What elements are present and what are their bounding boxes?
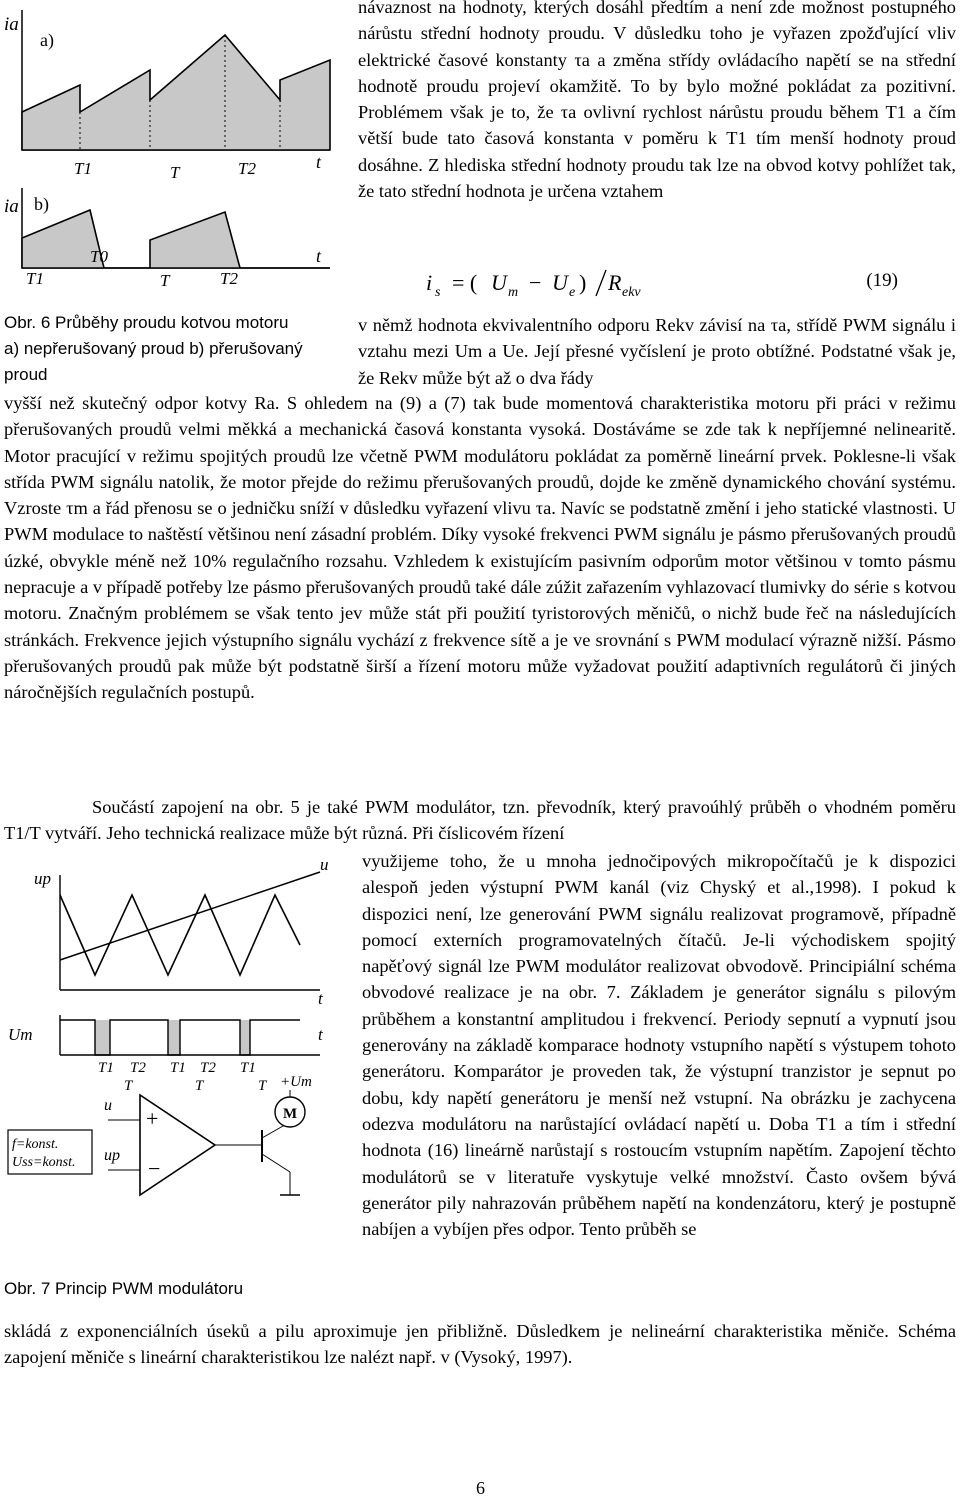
paragraph-right-fig7 (362, 848, 956, 1242)
top-paragraph-text: návaznost na hodnoty, kterých dosáhl předtím a není zde možnost postupného nárůstu střední hodnoty proudu. V důsledku toho je vyřazen zpožďující vliv elektrické časové konstanty τa a změna střídy ovládacího napětí se na střední hodnotě proudu projeví okamžitě. To by bylo možné pokládat za pozitivní. Problémem však je to, že τa ovlivní rychlost nárůstu proudu během T1 a čím větší bude tato časová konstanta v poměru k T1 tím menší hodnoty proud dosáhne. Z hlediska střední hodnoty proudu tak lze na obvod kotvy pohlížet tak, že tato střední hodnota je určena vztahem (358, 0, 956, 202)
eq-U1: U (491, 270, 507, 295)
fig7-f-const: f=konst. (12, 1137, 59, 1152)
fig6b-ylabel: ia (4, 196, 19, 217)
fig7-motor-label: M (283, 1106, 298, 1122)
fig7-t2-label: t (318, 1025, 323, 1044)
top-paragraph (358, 0, 956, 204)
fig7-T-b: T (195, 1078, 204, 1094)
fig7-comp-minus: − (148, 1156, 161, 1181)
fig6b-T2: T2 (220, 269, 238, 288)
fig7-T2-a: T2 (130, 1060, 146, 1076)
fig6a-label: a) (40, 30, 54, 50)
para-after-equation (358, 312, 956, 391)
fig6b-T0: T0 (90, 247, 108, 266)
eq-slash (596, 270, 606, 296)
fig7-Um-label: Um (8, 1025, 33, 1044)
fig6a-t-label: t (316, 152, 322, 172)
equation-19 (426, 266, 956, 300)
figure-7-caption-text: Obr. 7 Princip PWM modulátoru (4, 1279, 244, 1298)
fig6a-current-area (22, 35, 330, 150)
figure-6-caption-text: Obr. 6 Průběhy proudu kotvou motoru a) nepřerušovaný proud b) přerušovaný proud (4, 313, 303, 384)
eq-i: i (426, 270, 433, 295)
fig6b-label: b) (34, 194, 49, 214)
fig7-transistor-emitter (262, 1154, 290, 1172)
fig7-supply-label: +Um (280, 1074, 312, 1090)
eq-R: R (608, 270, 622, 295)
paragraph-last (4, 1318, 956, 1371)
fig7-T2-b: T2 (200, 1060, 216, 1076)
para-after-equation-text: v němž hodnota ekvivalentního odporu Rekv závisí na τa, střídě PWM signálu i vztahu mezi Um a Ue. Její přesné vyčíslení je proto obtížné. Podstatné však je, že Rekv může být až o dva řády (358, 315, 956, 388)
fig6b-current-area (22, 210, 330, 268)
fig7-t-label: t (318, 989, 323, 1008)
fig7-up-label: up (34, 869, 51, 888)
page-number: 6 (476, 1478, 485, 1498)
eq-minus: − (529, 270, 542, 295)
fig7-input-up: up (104, 1147, 120, 1164)
fig7-T1-c: T1 (240, 1060, 256, 1076)
paragraph-1-text: vyšší než skutečný odpor kotvy Ra. S ohledem na (9) a (7) tak bude momentová charakteristika motoru při práci v režimu přerušovaných proudů velmi měkká a mechanická časová konstanta vysoká. Dostáváme se zde tak k nepříjemné nelinearitě. Motor pracující v režimu spojitých proudů lze včetně PWM modulátoru pokládat za poměrně lineární prvek. Poklesne-li však střída PWM signálu natolik, že motor přejde do režimu přerušovaných proudů, dojde ke změně dynamického chování systému. Vzroste τm a řád přenosu se o jedničku sníží v důsledku vyřazení vlivu τa. Navíc se podstatně změní i jeho statické vlastnosti. U PWM modulace to naštěstí většinou není zásadní problém. Díky vysoké frekvenci PWM signálu je pásmo přerušovaných proudů úzké, obvykle méně než 10% regulačního rozsahu. Vzhledem k existujícím pasivním odporům motor většinou v tomto pásmu nepracuje a v případě potřeby lze pásmo přerušovaných proudů také dále zúžit zařazením vyhlazovací tlumivky do série s kotvou motoru. Značným problémem se však tento jev může stát při použití tyristorových měničů, o nichž bude řeč na následujících stránkách. Frekvence jejich výstupního signálu vychází z frekvence sítě a je ve srovnání s PWM modulací výrazně nižší. Pásmo přerušovaných proudů pak může být podstatně širší a řízení motoru může vyžadovat použití adaptivních regulátorů či jiných náročnějších regulačních postupů. (4, 393, 956, 703)
figure-6-caption (4, 310, 304, 388)
fig7-T-a: T (124, 1078, 133, 1094)
fig7-sawtooth (60, 895, 300, 975)
eq-sub-ekv: ekv (622, 285, 641, 300)
eq-paren: ) (579, 270, 587, 295)
fig6b-T: T (160, 271, 170, 290)
paragraph-1 (4, 390, 956, 706)
fig7-u-label: u (320, 855, 329, 874)
fig7-T1-a: T1 (98, 1060, 114, 1076)
equation-number: (19) (866, 270, 898, 291)
eq-sub-m: m (508, 285, 519, 300)
fig6a-T2: T2 (238, 159, 256, 178)
fig7-T1-b: T1 (170, 1060, 186, 1076)
eq-sub-e: e (569, 285, 576, 300)
figure-7-caption (4, 1276, 334, 1302)
fig6a-T1: T1 (74, 159, 92, 178)
fig7-Uss-const: Uss=konst. (12, 1155, 76, 1170)
fig6b-T1: T1 (26, 269, 44, 288)
fig6b-t-label: t (316, 246, 322, 266)
paragraph-last-text: skládá z exponenciálních úseků a pilu aproximuje jen přibližně. Důsledkem je nelineární charakteristika měniče. Schéma zapojení měniče s lineární charakteristikou lze nalézt např. v (Vysoký, 1997). (4, 1321, 956, 1368)
figure-6 (0, 0, 345, 300)
fig7-T-c: T (258, 1078, 267, 1094)
eq-equals: = ( (452, 270, 478, 295)
eq-U2: U (552, 270, 568, 295)
fig7-pwm-output (60, 1020, 300, 1055)
fig7-control-voltage (60, 872, 320, 960)
figure-7 (0, 850, 345, 1270)
paragraph-right-fig7-text: využijeme toho, že u mnoha jednočipových mikropočítačů je k dispozici alespoň jeden výstupní PWM kanál (viz Chyský et al.,1998). I pokud k dispozici není, lze generování PWM signálu realizovat programově, případně pomocí externích programovatelných čítačů. Je-li východiskem spojitý napěťový signál lze PWM modulátor realizovat obvodově. Principiální schéma obvodové realizace je na obr. 7. Základem je generátor signálu s pilovým průběhem a konstantní amplitudou i frekvencí. Periody sepnutí a vypnutí jsou generovány na základě komparace hodnoty vstupního napětí s výstupem tohoto generátoru. Komparátor je proveden tak, že výstupní tranzistor je sepnut po dobu, kdy napětí generátoru je menší než vstupní. Na obrázku je zachycena odezva modulátoru na narůstající ovládací napětí u. Doba T1 a tím i střední hodnota (16) lineárně narůstají s rostoucím vstupním napětím. Zapojení těchto modulátorů se v literatuře vyskytuje velké množství. Často ovšem bývá generátor pily nahrazován průběhem napětí na kondenzátoru, který je postupně nabíjen a vybíjen přes odpor. Tento průběh se (362, 851, 956, 1240)
figure-6-graphic (0, 0, 345, 300)
paragraph-2 (4, 794, 956, 847)
fig6a-ylabel: ia (4, 14, 19, 35)
paragraph-2-text: Součástí zapojení na obr. 5 je také PWM modulátor, tzn. převodník, který pravoúhlý průběh o vhodném poměru T1/T vytváří. Jeho technická realizace může být různá. Při číslicovém řízení (4, 797, 956, 844)
fig6a-T: T (170, 163, 180, 182)
figure-7-graphic (0, 850, 345, 1270)
eq-sub-s: s (435, 285, 441, 300)
fig7-comp-plus: + (146, 1106, 159, 1131)
fig7-input-u: u (104, 1097, 112, 1114)
